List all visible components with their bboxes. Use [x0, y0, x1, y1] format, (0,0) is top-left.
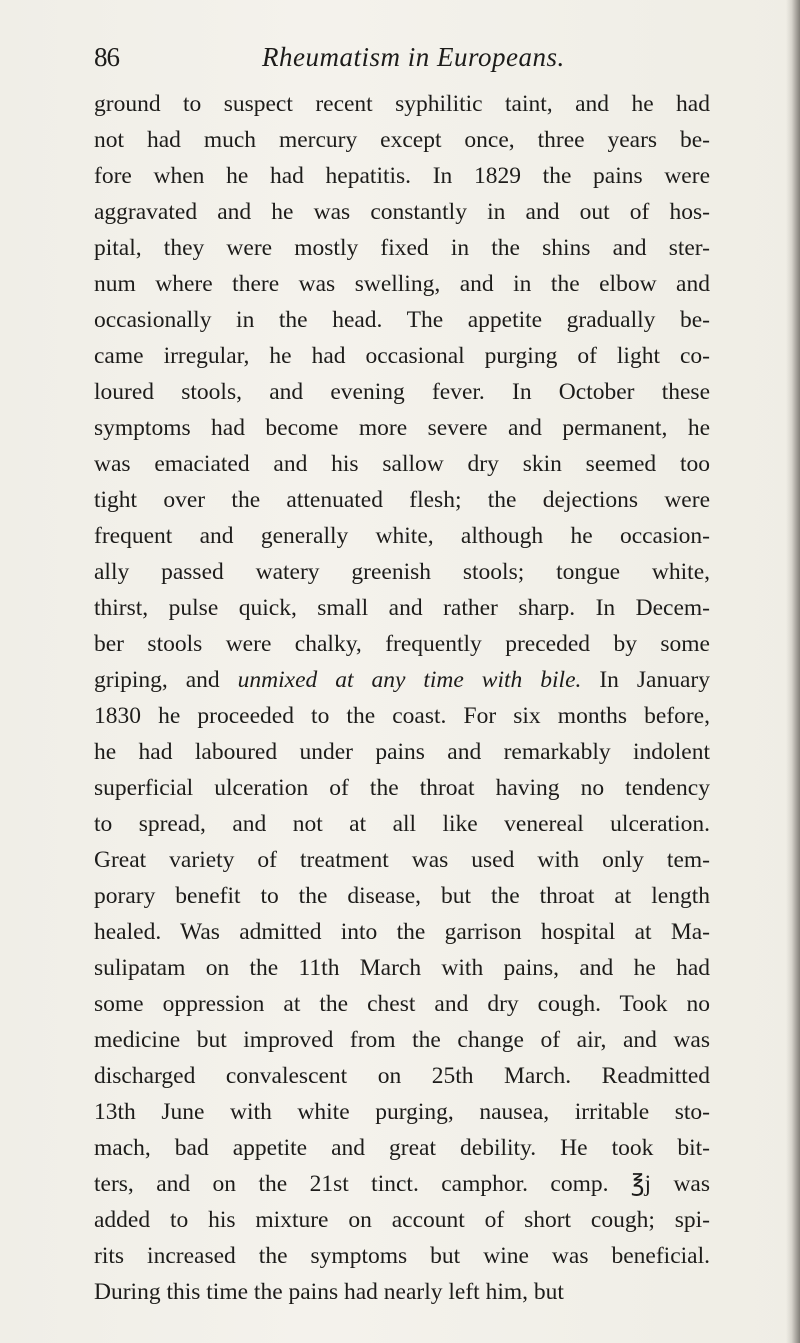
text-run: 1830 he proceeded to the coast. For six months before, [94, 703, 710, 729]
body-text [94, 86, 710, 1310]
text-run: griping, and [94, 667, 238, 693]
text-line [94, 1022, 710, 1058]
text-run: During this time the pains had nearly left him, but [94, 1279, 564, 1305]
text-run: discharged convalescent on 25th March. Readmitted [94, 1063, 710, 1089]
running-header [94, 42, 714, 82]
text-run: to spread, and not at all like venereal ulceration. [94, 811, 710, 837]
italic-text: unmixed at any time with bile. [237, 667, 582, 693]
text-line [94, 374, 710, 410]
text-run: thirst, pulse quick, small and rather sharp. In Decem- [94, 595, 710, 621]
text-run: 13th June with white purging, nausea, irritable sto- [94, 1099, 710, 1125]
text-run: mach, bad appetite and great debility. He took bit- [94, 1135, 710, 1161]
text-line [94, 806, 710, 842]
text-line [94, 158, 710, 194]
text-run: pital, they were mostly fixed in the shins and ster- [94, 235, 710, 261]
text-run: was emaciated and his sallow dry skin seemed too [94, 451, 710, 477]
text-line [94, 1166, 710, 1202]
text-line [94, 914, 710, 950]
text-run: loured stools, and evening fever. In October these [94, 379, 710, 405]
text-line [94, 626, 710, 662]
text-line [94, 554, 710, 590]
text-line [94, 734, 710, 770]
text-run: fore when he had hepatitis. In 1829 the pains were [94, 163, 710, 189]
text-run: ters, and on the 21st tinct. camphor. comp. ℥j was [94, 1171, 710, 1197]
text-run: In January [581, 667, 710, 693]
running-title: Rheumatism in Europeans. [262, 42, 565, 72]
text-run: superficial ulceration of the throat having no tendency [94, 775, 710, 801]
text-line [94, 518, 710, 554]
text-line [94, 446, 710, 482]
text-run: added to his mixture on account of short cough; spi- [94, 1207, 710, 1233]
text-line [94, 1058, 710, 1094]
text-run: num where there was swelling, and in the elbow and [94, 271, 710, 297]
text-line [94, 1202, 710, 1238]
text-run: tight over the attenuated flesh; the dejections were [94, 487, 710, 513]
text-run: came irregular, he had occasional purging of light co- [94, 343, 710, 369]
text-run: frequent and generally white, although he occasion- [94, 523, 710, 549]
text-line [94, 986, 710, 1022]
text-run: healed. Was admitted into the garrison hospital at Ma- [94, 919, 710, 945]
text-line [94, 842, 710, 878]
text-line [94, 1094, 710, 1130]
text-line [94, 770, 710, 806]
text-line [94, 86, 710, 122]
text-run: Great variety of treatment was used with only tem- [94, 847, 710, 873]
text-run: aggravated and he was constantly in and out of hos- [94, 199, 710, 225]
text-line [94, 950, 710, 986]
text-line [94, 482, 710, 518]
text-run: ground to suspect recent syphilitic taint, and he had [94, 91, 710, 117]
text-line [94, 266, 710, 302]
text-line [94, 194, 710, 230]
text-run: symptoms had become more severe and permanent, he [94, 415, 710, 441]
text-run: occasionally in the head. The appetite gradually be- [94, 307, 710, 333]
text-line [94, 302, 710, 338]
text-line [94, 122, 710, 158]
text-run: ally passed watery greenish stools; tongue white, [94, 559, 710, 585]
text-line [94, 590, 710, 626]
text-run: not had much mercury except once, three years be- [94, 127, 710, 153]
text-run: sulipatam on the 11th March with pains, and he had [94, 955, 710, 981]
page-number: 86 [94, 42, 119, 72]
text-line [94, 230, 710, 266]
text-line [94, 410, 710, 446]
text-run: porary benefit to the disease, but the throat at length [94, 883, 710, 909]
text-line [94, 662, 710, 698]
text-line [94, 1274, 710, 1310]
text-run: some oppression at the chest and dry cough. Took no [94, 991, 710, 1017]
text-run: he had laboured under pains and remarkably indolent [94, 739, 710, 765]
text-run: medicine but improved from the change of air, and was [94, 1027, 710, 1053]
text-line [94, 338, 710, 374]
text-line [94, 1238, 710, 1274]
text-line [94, 1130, 710, 1166]
text-run: ber stools were chalky, frequently preceded by some [94, 631, 710, 657]
text-run: rits increased the symptoms but wine was beneficial. [94, 1243, 710, 1269]
text-line [94, 698, 710, 734]
text-line [94, 878, 710, 914]
page-edge-shadow [786, 0, 800, 1343]
